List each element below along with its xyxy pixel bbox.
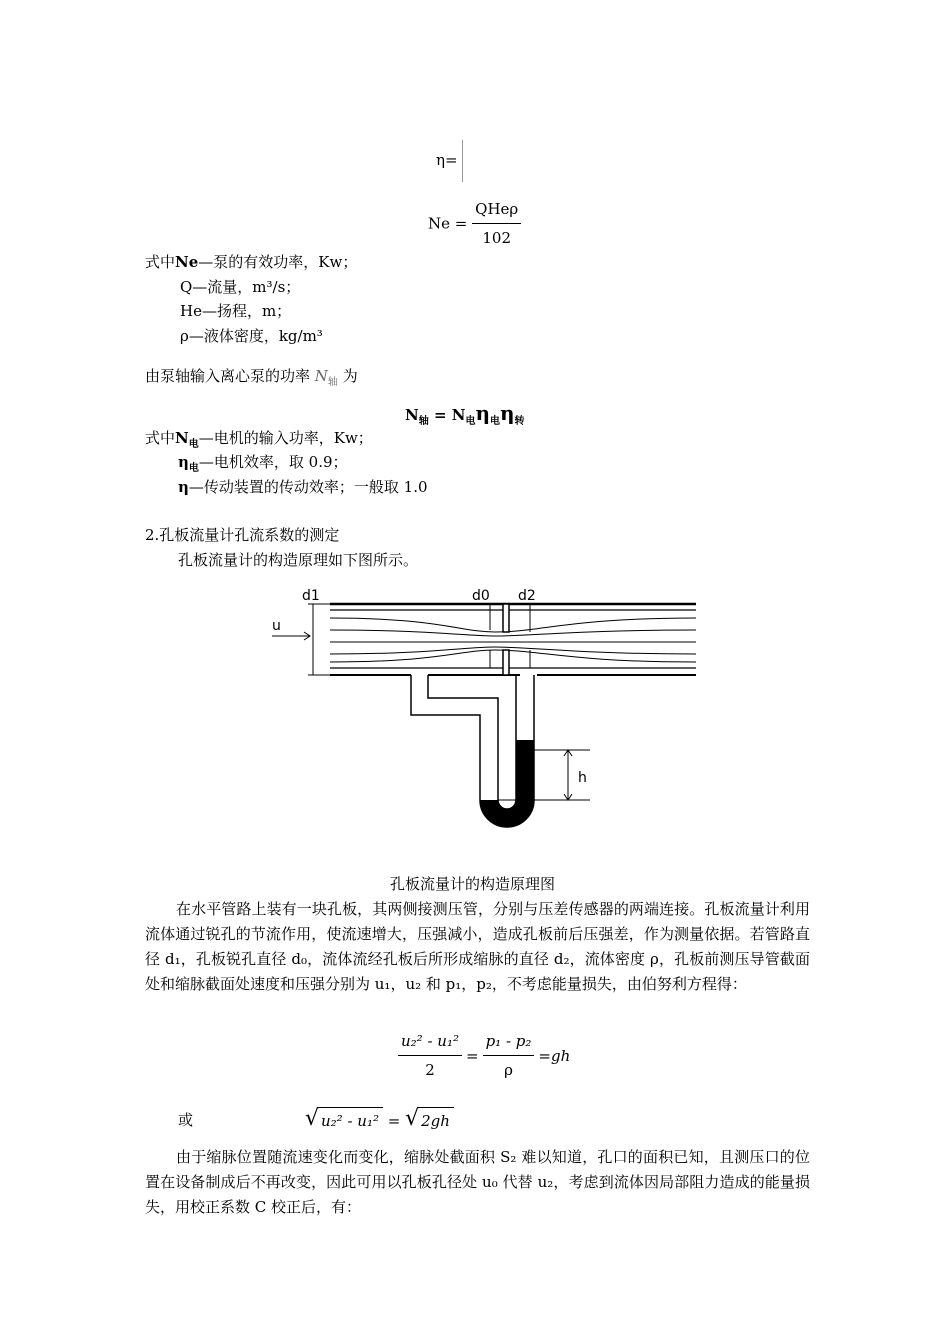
or-equation xyxy=(305,1107,454,1132)
eta-desc: —传动装置的传动效率；一般取 1.0 xyxy=(188,478,428,496)
eta-elec-desc: —电机效率，取 0.9； xyxy=(198,453,348,471)
orifice-diagram xyxy=(250,580,710,850)
eta-elec-symbol: $\eta_电$ xyxy=(178,453,199,474)
sqrt-right: √ 2gh xyxy=(405,1107,454,1132)
label-h: h xyxy=(578,770,587,786)
ne-formula xyxy=(428,198,521,249)
orifice-plate xyxy=(503,604,509,675)
label-d0: d0 xyxy=(472,588,490,604)
defs1-rho: ρ—液体密度，kg/m³ xyxy=(180,327,323,345)
eta-formula xyxy=(436,149,458,171)
or-eq: = xyxy=(387,1112,401,1130)
section-intro: 孔板流量计的构造原理如下图所示。 xyxy=(178,551,419,569)
bernoulli-right-fraction xyxy=(483,1030,535,1081)
sqrt-left-content: u₂² - u₁² xyxy=(319,1107,383,1132)
ne-lhs: Ne xyxy=(428,214,451,233)
shaft-sentence xyxy=(145,365,358,394)
shaft-sub: 轴 xyxy=(327,377,338,388)
defs2-prefix: 式中 xyxy=(145,429,176,447)
bernoulli-left-den: 2 xyxy=(425,1061,435,1079)
shaft-symbol: N xyxy=(314,367,328,385)
ne-numerator: QHeρ xyxy=(472,198,521,224)
h-marker xyxy=(498,750,590,800)
bernoulli-right-den: ρ xyxy=(504,1061,513,1079)
shaft-after: 为 xyxy=(342,367,358,385)
label-u: u xyxy=(272,618,281,634)
streamlines xyxy=(330,618,696,662)
ne-symbol: Ne xyxy=(175,253,199,271)
sqrt-right-content: 2gh xyxy=(419,1107,454,1132)
bernoulli-equation xyxy=(398,1030,570,1081)
shaft-text: 由泵轴输入离心泵的功率 xyxy=(145,367,311,385)
defs2-eta xyxy=(178,476,428,498)
eta-lhs: η= xyxy=(436,151,458,169)
paragraph-2: 由于缩脉位置随流速变化而变化，缩脉处截面积 S₂ 难以知道，孔口的面积已知，且测压口的位置在设备制成后不再改变，因此可用以孔板孔径处 u₀ 代替 u₂，考虑到流体因局部阻力造成的能量损失，用校正系数 C 校正后，有： xyxy=(145,1148,810,1216)
diagram-caption: 孔板流量计的构造原理图 xyxy=(390,875,556,893)
eta-symbol: η xyxy=(178,478,189,496)
manometer-fluid xyxy=(480,740,534,827)
defs1-line1 xyxy=(145,251,357,273)
bernoulli-eq2: =gh xyxy=(538,1046,571,1065)
n-elec-desc: —电机的输入功率，Kw； xyxy=(198,429,373,447)
section-heading: 2.孔板流量计孔流系数的测定 xyxy=(145,526,340,544)
ne-eq: = xyxy=(454,214,468,233)
defs1-he: He—扬程，m； xyxy=(180,302,292,320)
label-d1: d1 xyxy=(302,588,320,604)
paragraph-1: 在水平管路上装有一块孔板，其两侧接测压管，分别与压差传感器的两端连接。孔板流量计利用流体通过锐孔的节流作用，使流速增大，压强减小，造成孔板前后压强差，作为测量依据。若管路直径 d₁，孔板锐孔直径 d₀，流体流经孔板后所形成缩脉的直径 d₂，流体密度 ρ，孔板前测压导管截面处和缩脉截面处速度和压强分别为 u₁，u₂ 和 p₁，p₂，不考虑能量损失，由伯努利方程得： xyxy=(145,900,810,993)
ne-fraction xyxy=(472,198,521,249)
ne-denominator: 102 xyxy=(482,229,512,247)
ne-desc: —泵的有效功率，Kw； xyxy=(198,253,358,271)
n-shaft-formula: $N_轴 = N_电\eta_电\eta_转$ xyxy=(405,401,525,427)
n-elec-symbol: $N_电$ xyxy=(175,429,199,450)
bernoulli-left-fraction xyxy=(398,1030,462,1081)
dimension-markers xyxy=(272,604,530,675)
pipe-walls xyxy=(330,604,696,675)
or-word: 或 xyxy=(178,1111,194,1129)
bernoulli-left-num: u₂² - u₁² xyxy=(398,1030,462,1056)
sqrt-left: √ u₂² - u₁² xyxy=(305,1107,383,1132)
defs1-prefix: 式中 xyxy=(145,253,176,271)
eta-fraction-stub xyxy=(462,140,464,182)
defs1-q: Q—流量，m³/s； xyxy=(180,278,301,296)
bernoulli-right-num: p₁ - p₂ xyxy=(483,1030,535,1056)
label-d2: d2 xyxy=(518,588,536,604)
bernoulli-eq1: = xyxy=(465,1046,479,1065)
